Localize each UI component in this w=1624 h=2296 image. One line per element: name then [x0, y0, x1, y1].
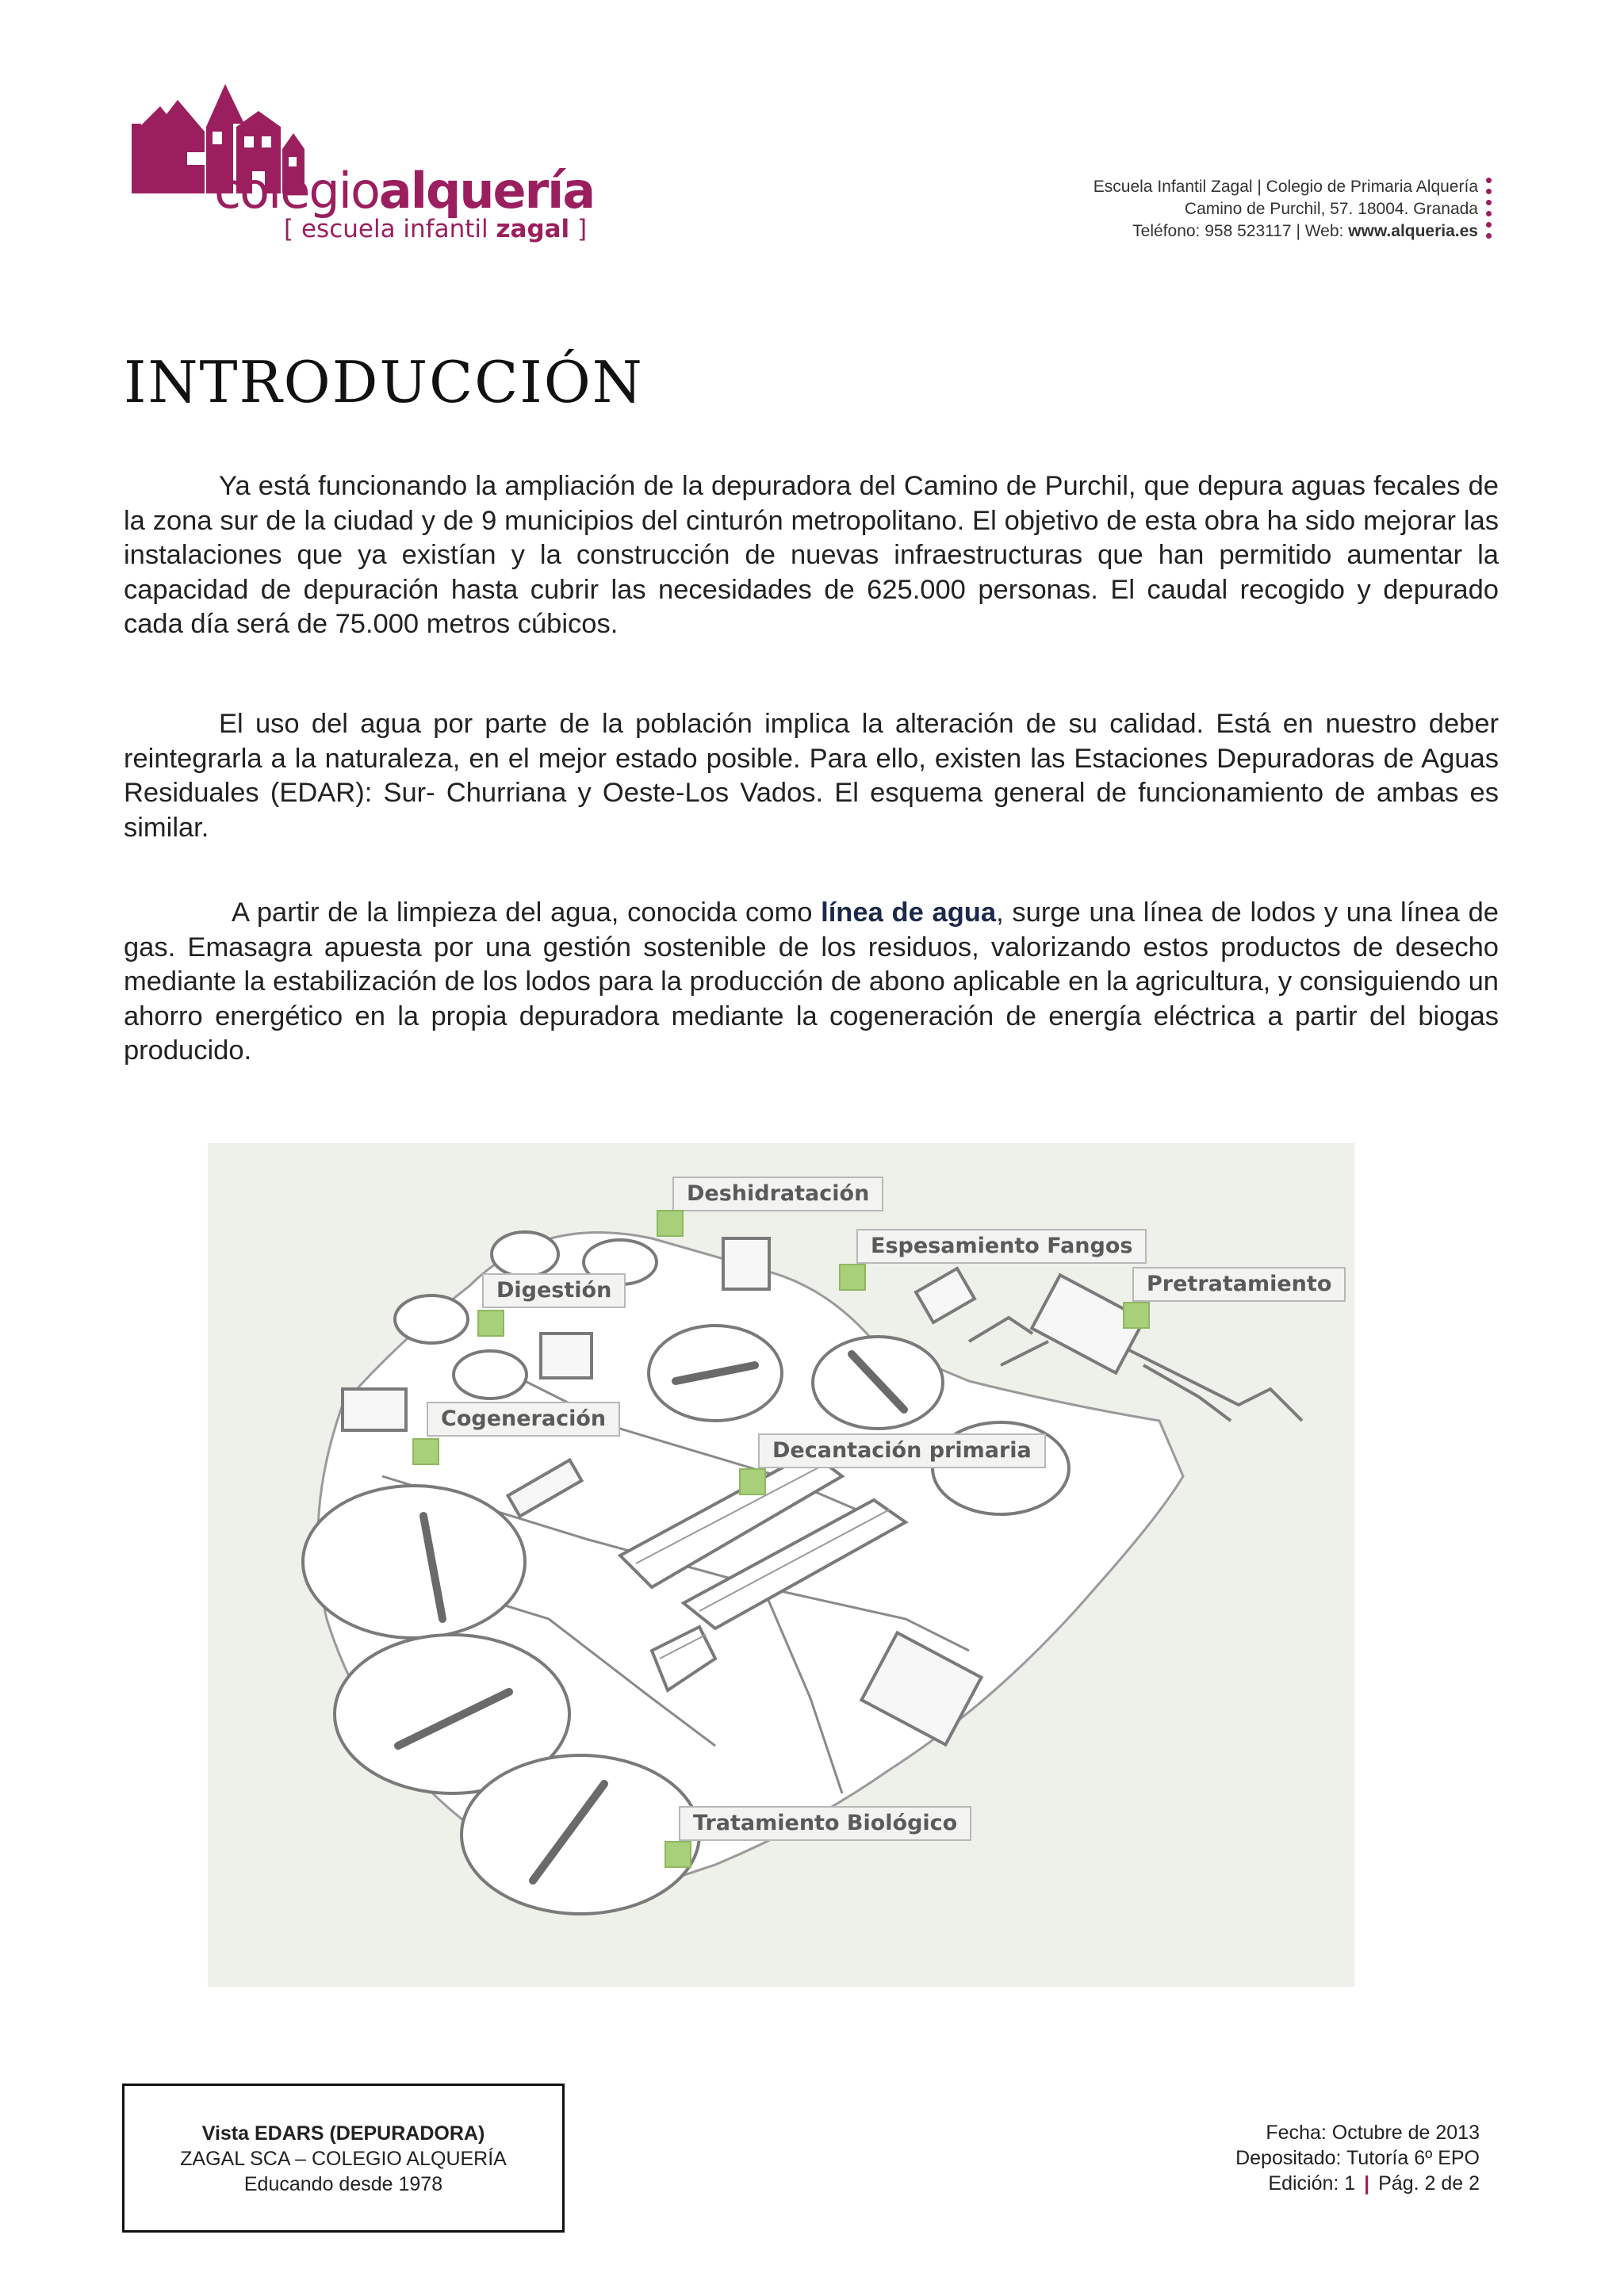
contact-address: Camino de Purchil, 57. 18004. Granada [1184, 200, 1478, 218]
logo-wordmark: colegioalquería [214, 162, 595, 220]
contact-schools: Escuela Infantil Zagal | Colegio de Primaria Alquería [1093, 178, 1478, 196]
page-title: INTRODUCCIÓN [124, 349, 644, 415]
marker-deshidratacion [657, 1210, 684, 1237]
footer-deposited: Depositado: Tutoría 6º EPO [1235, 2147, 1480, 2169]
label-decantacion-primaria: Decantación primaria [758, 1433, 1046, 1468]
dotted-divider-icon [1486, 178, 1494, 244]
school-logo [125, 76, 595, 258]
highlight-linea-de-agua: línea de agua [821, 897, 997, 928]
paragraph-1: Ya está funcionando la ampliación de la depuradora del Camino de Purchil, que depura aguas fecales de la zona sur de la ciudad y de 9 municipios del cinturón metropolitano. El objetivo de esta obra ha sido mejorar las instalaciones que ya existían y la construcción de nuevas infraestructuras que han permitido aumentar la capacidad de depuración hasta cubrir las necesidades de 625.000 personas. El caudal recogido y depurado cada día será de 75.000 metros cúbicos. [124, 471, 1499, 639]
label-deshidratacion: Deshidratación [672, 1177, 883, 1211]
edar-plant-diagram [208, 1143, 1354, 1987]
paragraph-2: El uso del agua por parte de la población implica la alteración de su calidad. Está en nuestro deber reintegrarla a la naturaleza, en el mejor estado posible. Para ello, existen las Estaciones Depuradoras de Aguas Residuales (EDAR): Sur- Churriana y Oeste-Los Vados. El esquema general de funcionamiento de ambas es similar. [124, 709, 1499, 843]
website-link[interactable]: www.alqueria.es [1348, 222, 1478, 240]
label-cogeneracion: Cogeneración [427, 1402, 620, 1437]
label-digestion: Digestión [482, 1273, 626, 1308]
marker-cogeneracion [412, 1438, 439, 1465]
contact-phone-web: Teléfono: 958 523117 | Web: www.alqueria.es [1132, 222, 1478, 240]
logo-subtitle: [ escuela infantil zagal ] [284, 215, 588, 243]
paragraph-3: A partir de la limpieza del agua, conocida como línea de agua, surge una línea de lodos y una línea de gas. Emasagra apuesta por una gestión sostenible de los residuos, valorizando estos productos de desecho mediante la estabilización de los lodos para la producción de abono aplicable en la agricultura, y consiguiendo un ahorro energético en la propia depuradora mediante la cogeneración de energía eléctrica a partir del biogas producido. [124, 897, 1499, 1066]
marker-pretratamiento [1123, 1302, 1150, 1329]
footer-date: Fecha: Octubre de 2013 [1266, 2122, 1480, 2144]
footer-document-box [122, 2084, 565, 2233]
footer-box-motto: Educando desde 1978 [243, 2173, 443, 2195]
marker-decantacion-primaria [739, 1468, 766, 1495]
label-pretratamiento: Pretratamiento [1132, 1267, 1346, 1302]
page-number: Pág. 2 de 2 [1378, 2172, 1480, 2195]
marker-espesamiento-fangos [839, 1264, 866, 1291]
marker-digestion [477, 1310, 504, 1337]
footer-metadata [1235, 2120, 1480, 2196]
footer-edition-page: Edición: 1 | Pág. 2 de 2 [1268, 2172, 1480, 2195]
footer-box-title: Vista EDARS (DEPURADORA) [201, 2122, 485, 2145]
marker-tratamiento-biologico [665, 1841, 691, 1868]
label-espesamiento-fangos: Espesamiento Fangos [856, 1229, 1147, 1264]
school-contact-block [1094, 176, 1478, 243]
label-tratamiento-biologico: Tratamiento Biológico [679, 1806, 971, 1841]
footer-box-organization: ZAGAL SCA – COLEGIO ALQUERÍA [180, 2148, 507, 2170]
